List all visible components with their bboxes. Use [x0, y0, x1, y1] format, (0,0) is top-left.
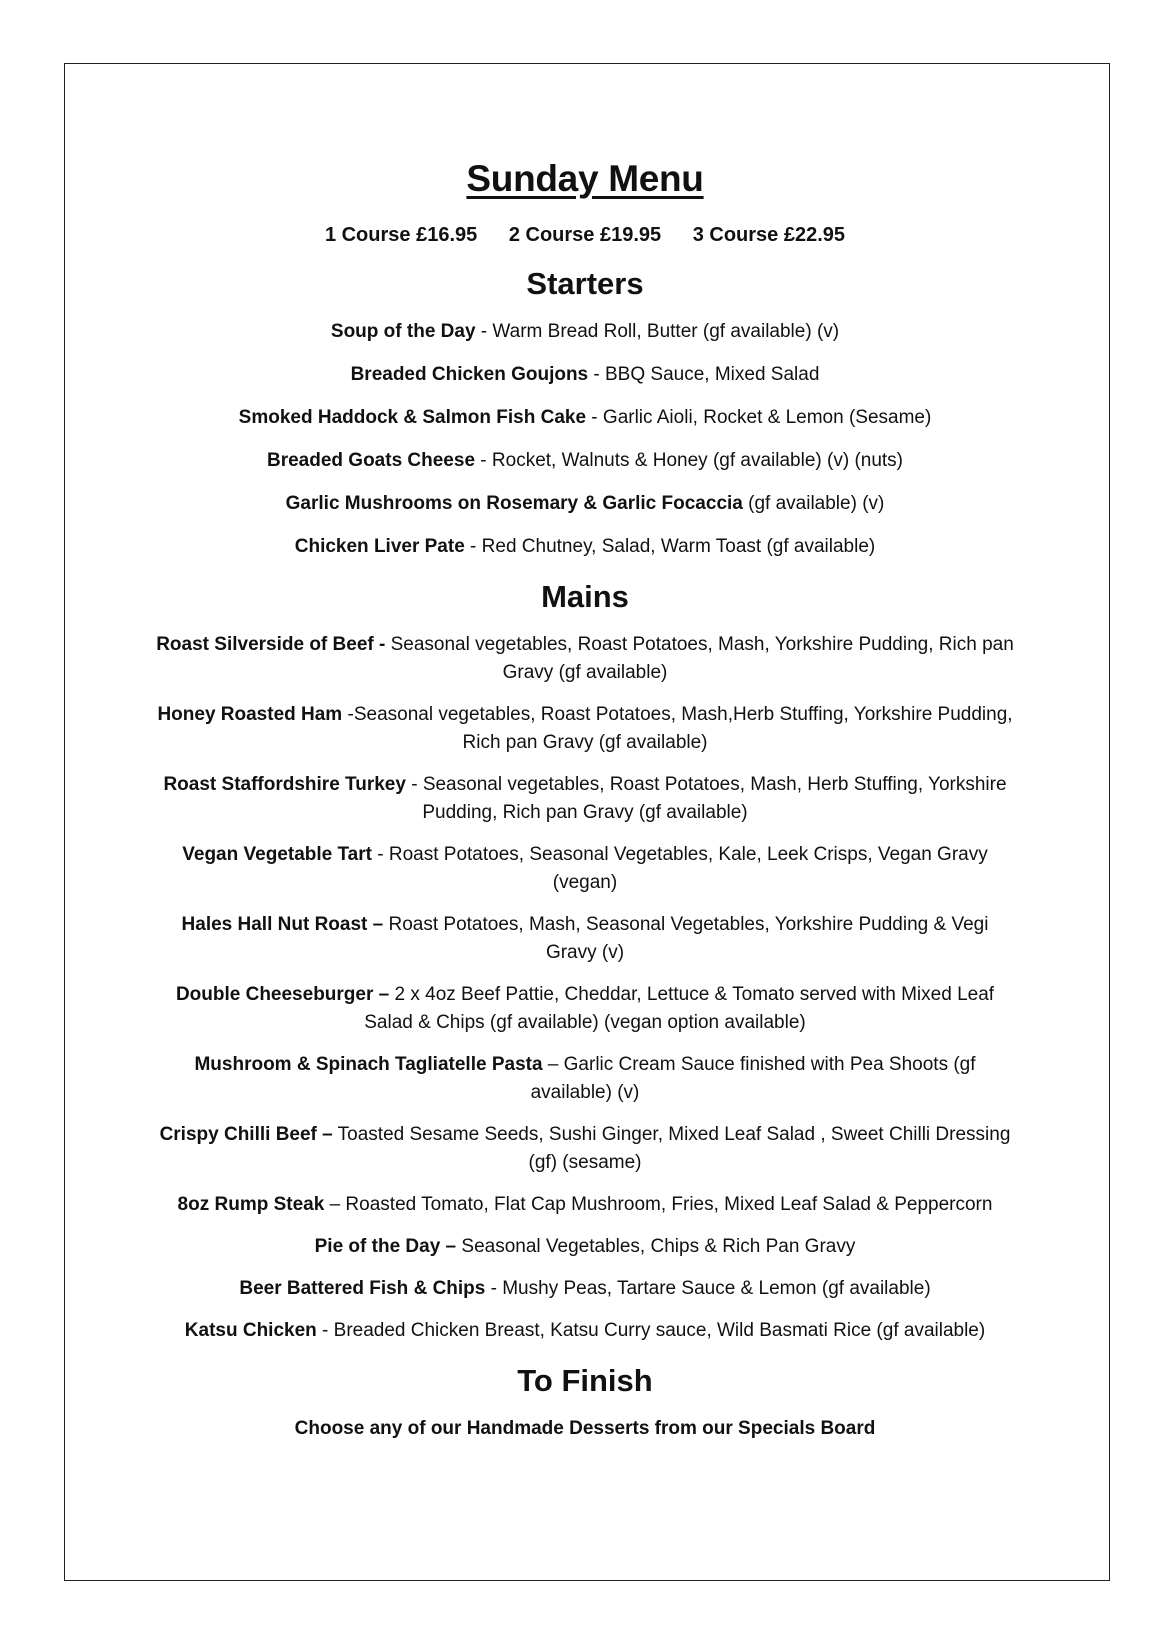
item-name: Honey Roasted Ham: [157, 704, 343, 725]
menu-item: [150, 841, 1020, 897]
price-2-course: 2 Course £19.95: [508, 224, 662, 246]
menu-item: [150, 1317, 1020, 1345]
item-name: Soup of the Day: [330, 321, 476, 342]
item-description: Toasted Sesame Seeds, Sushi Ginger, Mixed Leaf Salad , Sweet Chilli Dressing (gf) (sesame): [332, 1124, 1011, 1173]
item-description: - Red Chutney, Salad, Warm Toast (gf available): [464, 536, 876, 557]
menu-item: [150, 533, 1020, 561]
menu-item: [150, 981, 1020, 1037]
starters-list: [150, 318, 1020, 561]
item-name: 8oz Rump Steak: [177, 1194, 325, 1215]
item-name: Breaded Goats Cheese: [266, 450, 476, 471]
item-name: Smoked Haddock & Salmon Fish Cake: [238, 407, 587, 428]
item-name: Roast Silverside of Beef -: [156, 634, 386, 655]
item-name: Chicken Liver Pate: [294, 536, 465, 557]
price-3-course: 3 Course £22.95: [692, 224, 846, 246]
item-name: Katsu Chicken: [184, 1320, 317, 1341]
item-name: Breaded Chicken Goujons: [350, 364, 589, 385]
item-description: - Garlic Aioli, Rocket & Lemon (Sesame): [586, 407, 932, 428]
item-description: - Roast Potatoes, Seasonal Vegetables, Kale, Leek Crisps, Vegan Gravy (vegan): [371, 844, 988, 893]
item-description: 2 x 4oz Beef Pattie, Cheddar, Lettuce & Tomato served with Mixed Leaf Salad & Chips (gf available) (vegan option available): [364, 984, 995, 1033]
item-description: -Seasonal vegetables, Roast Potatoes, Mash,Herb Stuffing, Yorkshire Pudding, Rich pan Gravy (gf available): [342, 704, 1013, 753]
item-description: - Warm Bread Roll, Butter (gf available) (v): [475, 321, 840, 342]
item-name: Pie of the Day –: [314, 1236, 457, 1257]
mains-list: [150, 631, 1020, 1345]
menu-title: Sunday Menu: [466, 158, 704, 199]
item-name: Garlic Mushrooms on Rosemary & Garlic Focaccia: [285, 493, 743, 514]
starters-heading: Starters: [526, 266, 644, 301]
mains-heading: Mains: [541, 579, 629, 614]
menu-item: [150, 911, 1020, 967]
item-name: Double Cheeseburger –: [175, 984, 390, 1005]
item-description: - BBQ Sauce, Mixed Salad: [588, 364, 820, 385]
menu-item: [150, 447, 1020, 475]
finish-heading: To Finish: [517, 1363, 653, 1398]
course-prices: [150, 222, 1020, 248]
item-description: Roast Potatoes, Mash, Seasonal Vegetables, Yorkshire Pudding & Vegi Gravy (v): [383, 914, 989, 963]
item-name: Mushroom & Spinach Tagliatelle Pasta: [194, 1054, 543, 1075]
menu-item: [150, 361, 1020, 389]
dessert-note: Choose any of our Handmade Desserts from our Specials Board: [294, 1418, 876, 1439]
item-description: - Seasonal vegetables, Roast Potatoes, Mash, Herb Stuffing, Yorkshire Pudding, Rich pan Gravy (gf available): [405, 774, 1007, 823]
menu-content: [150, 156, 1020, 1443]
menu-item: [150, 701, 1020, 757]
menu-item: [150, 1051, 1020, 1107]
item-description: - Breaded Chicken Breast, Katsu Curry sauce, Wild Basmati Rice (gf available): [316, 1320, 986, 1341]
menu-item: [150, 1275, 1020, 1303]
menu-item: [150, 1191, 1020, 1219]
item-description: – Roasted Tomato, Flat Cap Mushroom, Fries, Mixed Leaf Salad & Peppercorn: [324, 1194, 993, 1215]
item-description: (gf available) (v): [742, 493, 885, 514]
item-description: - Mushy Peas, Tartare Sauce & Lemon (gf available): [485, 1278, 931, 1299]
item-description: – Garlic Cream Sauce finished with Pea Shoots (gf available) (v): [530, 1054, 976, 1103]
menu-item: [150, 1233, 1020, 1261]
menu-item: [150, 318, 1020, 346]
menu-item: [150, 490, 1020, 518]
item-name: Hales Hall Nut Roast –: [181, 914, 384, 935]
item-description: Seasonal Vegetables, Chips & Rich Pan Gravy: [456, 1236, 856, 1257]
item-name: Crispy Chilli Beef –: [159, 1124, 333, 1145]
item-name: Roast Staffordshire Turkey: [163, 774, 406, 795]
item-name: Vegan Vegetable Tart: [182, 844, 372, 865]
item-name: Beer Battered Fish & Chips: [239, 1278, 486, 1299]
item-description: Seasonal vegetables, Roast Potatoes, Mash, Yorkshire Pudding, Rich pan Gravy (gf available): [385, 634, 1014, 683]
menu-item: [150, 771, 1020, 827]
menu-item: [150, 631, 1020, 687]
item-description: - Rocket, Walnuts & Honey (gf available) (v) (nuts): [475, 450, 904, 471]
menu-item: [150, 1121, 1020, 1177]
menu-item: [150, 404, 1020, 432]
price-1-course: 1 Course £16.95: [324, 224, 478, 246]
